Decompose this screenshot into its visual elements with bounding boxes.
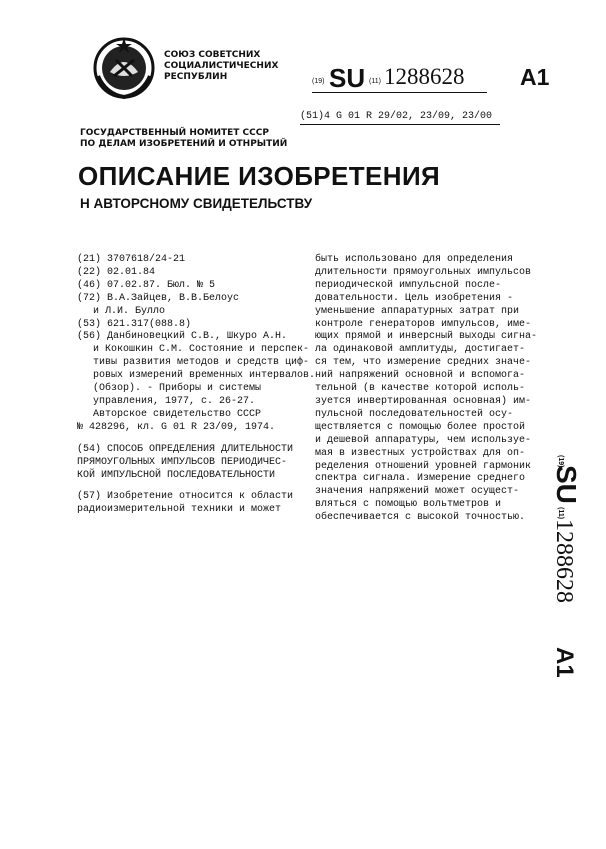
state-emblem [92, 36, 156, 100]
ipc-underline [300, 124, 500, 125]
org-line: СОЦИАЛИСТИЧЕСНИХ [164, 61, 279, 71]
abstract-line: периодической импульсной после- [315, 279, 502, 291]
abstract-line: пульсной последовательностей осу- [315, 408, 514, 420]
ipc-classification: (51)4 G 01 R 29/02, 23/09, 23/00 [300, 111, 493, 122]
pub-country: SU [329, 63, 366, 93]
abstract-line: контроле генераторов импульсов, име- [315, 318, 532, 330]
document-title: ОПИСАНИЕ ИЗОБРЕТЕНИЯ [78, 161, 441, 191]
abstract-line: вляться с помощью вольтметров и [315, 499, 502, 511]
biblio-line: и Л.И. Булло [93, 305, 166, 317]
biblio-line: (Обзор). - Приборы и системы [93, 383, 262, 395]
abstract-line: ний напряжений основной и вспомога- [315, 370, 526, 382]
abstract-line: быть использовано для определения [315, 254, 514, 265]
abstract-line: тельной (в качестве которой исполь- [315, 383, 526, 395]
abstract-line: значения напряжений может осущест- [315, 486, 520, 498]
side-kind: A1 [551, 647, 578, 678]
biblio-line: (22) 02.01.84 [77, 266, 156, 278]
abstract-line: мая в известных устройствах для оп- [315, 447, 526, 459]
committee-line: ПО ДЕЛАМ ИЗОБРЕТЕНИЙ И ОТНРЫТИЙ [80, 139, 288, 149]
biblio-line: (46) 07.02.87. Бюл. № 5 [77, 279, 216, 291]
pub-code-19: (19) [312, 78, 325, 85]
biblio-line: № 428296, кл. G 01 R 23/09, 1974. [77, 421, 276, 433]
abstract-line: ющих прямой и инверсный выходы сигна- [315, 331, 538, 343]
biblio-line: и Кокошкин С.М. Состояние и перспек- [93, 344, 310, 356]
pub-number-underline [312, 92, 487, 93]
org-line: РЕСПУБЛИН [164, 72, 228, 82]
abstract-line: зуется инвертированная основная) им- [315, 395, 532, 407]
side-number: 1288628 [551, 519, 577, 603]
issuing-country-block [164, 50, 278, 83]
abstract-line: длительности прямоугольных импульсов [315, 266, 532, 278]
abstract-line: довательности. Цель изобретения - [315, 292, 514, 304]
side-country: SU [551, 465, 582, 504]
committee-line: ГОСУДАРСТВЕННЫЙ НОМИТЕТ СССР [80, 128, 269, 138]
pub-kind: A1 [520, 64, 550, 90]
abstract-line: ществляется с помощью более простой [315, 421, 526, 433]
publication-number [312, 64, 552, 94]
invention-title-line: (54) СПОСОБ ОПРЕДЕЛЕНИЯ ДЛИТЕЛЬНОСТИ [77, 443, 294, 455]
side-publication-number [527, 455, 587, 695]
biblio-line: управления, 1977, с. 26-27. [93, 395, 256, 407]
org-line: СОЮЗ СОВЕТСНИХ [164, 50, 261, 60]
biblio-line: (21) 3707618/24-21 [77, 254, 186, 265]
right-column [315, 254, 545, 525]
biblio-line: тивы развития методов и средств циф- [93, 357, 310, 369]
abstract-line: (57) Изобретение относится к области [77, 491, 294, 503]
biblio-line: Авторское свидетельство СССР [93, 408, 262, 420]
side-code-11: (11) [557, 507, 564, 520]
abstract-line: обеспечивается с высокой точностью. [315, 512, 526, 524]
abstract-line: ределения отношений уровней гармоник [315, 460, 532, 472]
abstract-line: ла одинаковой амплитуды, достигает- [315, 344, 526, 356]
abstract-line: радиоизмерительной техники и может [77, 504, 282, 516]
pub-number: 1288628 [384, 64, 465, 89]
side-code-19: (19) [557, 455, 564, 468]
pub-code-11: (11) [369, 78, 381, 85]
abstract-line: и дешевой аппаратуры, чем используе- [315, 434, 532, 446]
invention-title-line: ПРЯМОУГОЛЬНЫХ ИМПУЛЬСОВ ПЕРИОДИЧЕС- [77, 456, 288, 468]
abstract-line: ся тем, что измерение средних значе- [315, 357, 532, 369]
biblio-line: (56) Данбиновецкий С.В., Шкуро А.Н. [77, 331, 288, 343]
left-column [77, 254, 316, 517]
abstract-line: уменьшение аппаратурных затрат при [315, 305, 520, 317]
biblio-line: ровых измерений временных интервалов. [93, 370, 316, 382]
abstract-line: спектра сигнала. Измерение среднего [315, 473, 526, 485]
document-subtitle: Н АВТОРСНОМУ СВИДЕТЕЛЬСТВУ [80, 196, 313, 211]
invention-title-line: КОЙ ИМПУЛЬСНОЙ ПОСЛЕДОВАТЕЛЬНОСТИ [77, 469, 276, 481]
biblio-line: (72) В.А.Зайцев, В.В.Белоус [77, 292, 240, 304]
committee-block [80, 128, 287, 150]
biblio-line: (53) 621.317(088.8) [77, 318, 192, 330]
